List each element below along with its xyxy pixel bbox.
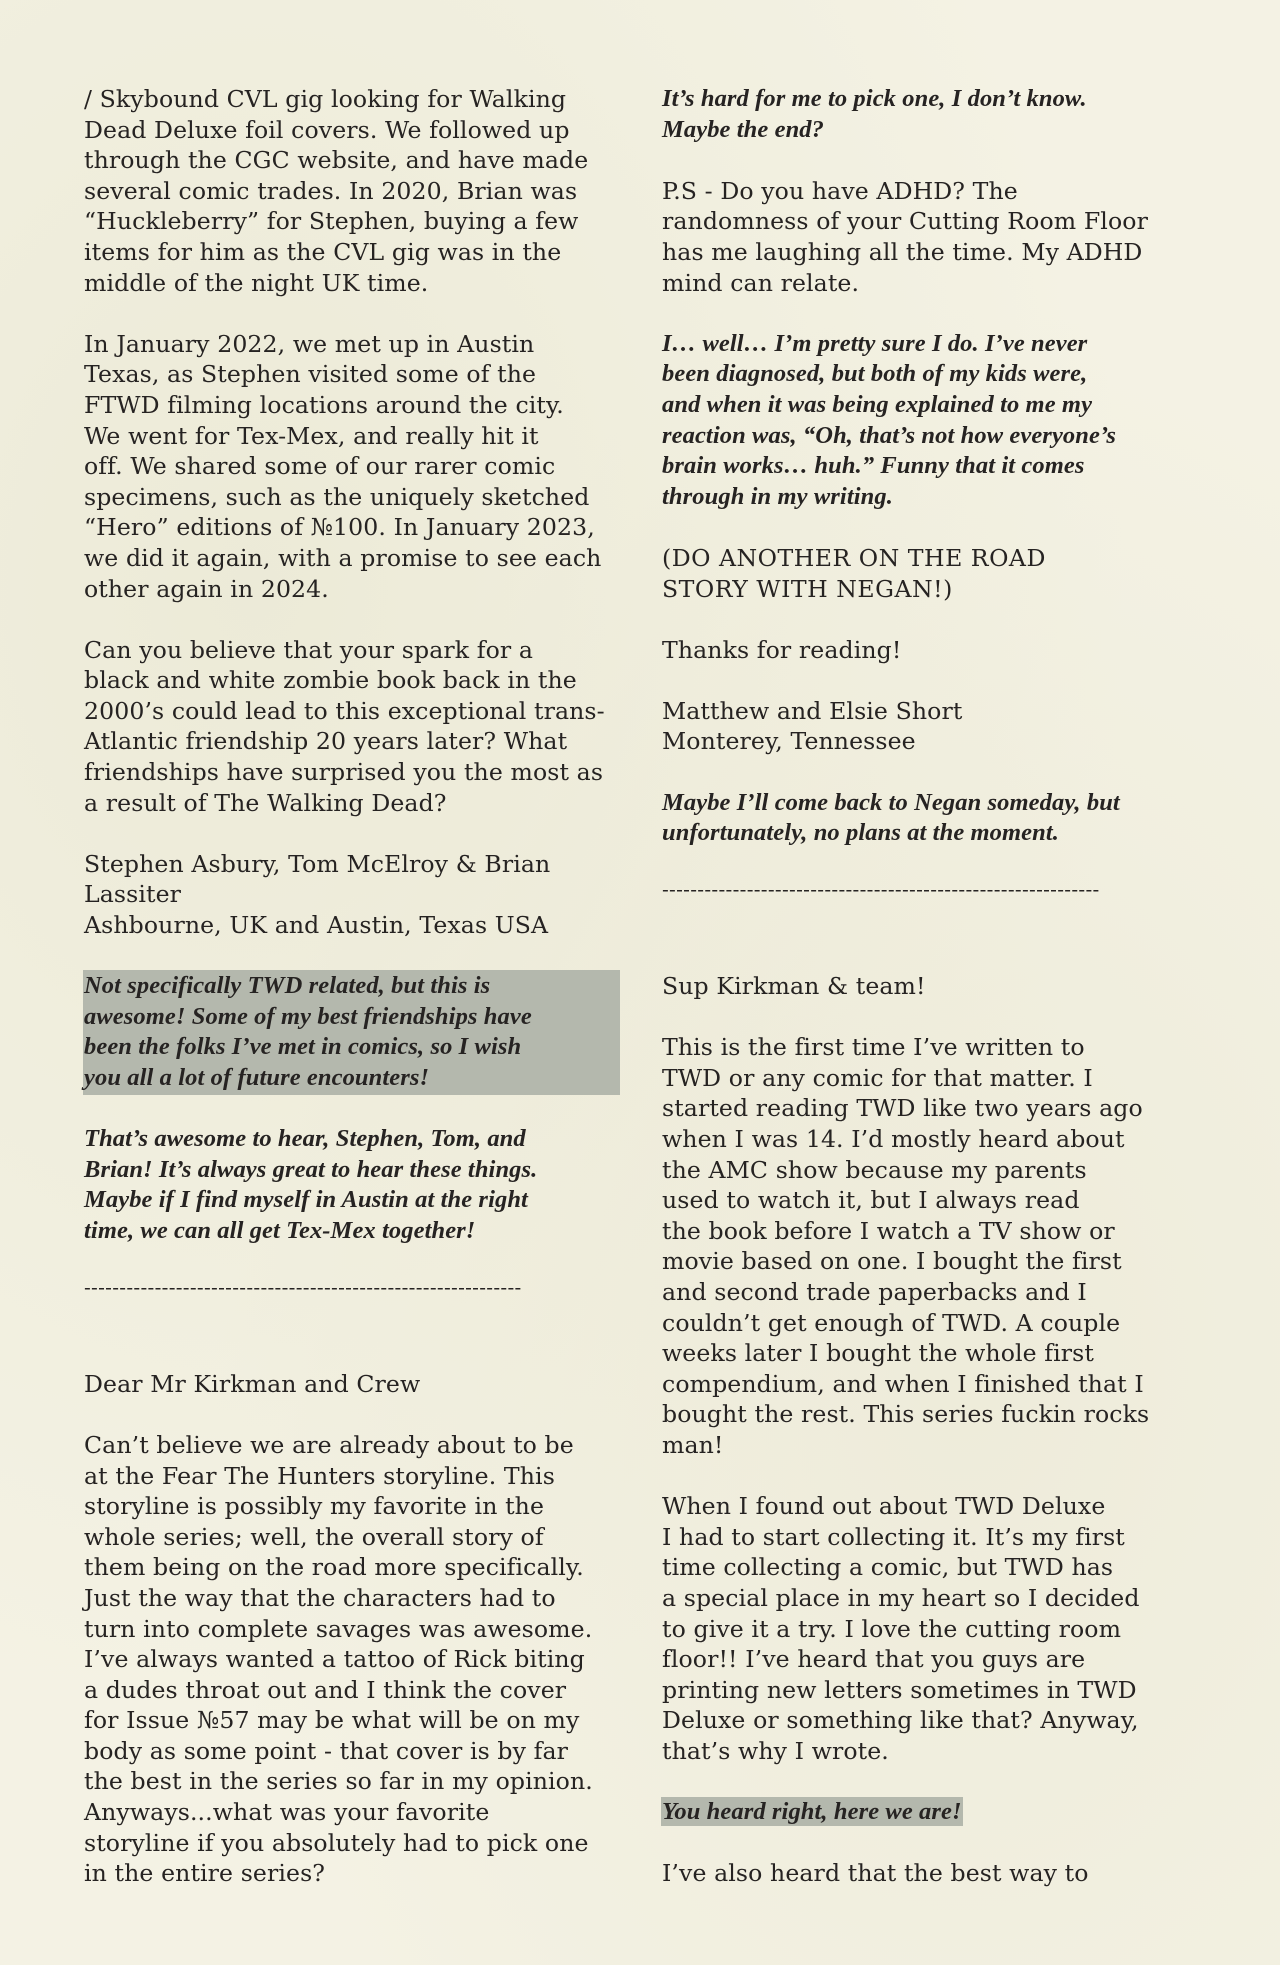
signature-location: Ashbourne, UK and Austin, Texas USA bbox=[84, 911, 549, 940]
editor-reply-highlighted bbox=[84, 971, 624, 1093]
letter-paragraph: Can’t believe we are already about to be at the Fear The Hunters storyline. This storyline is possibly my favorite in the whole series; well, the overall story of them being on the road more specifically. Just the way that the characters had to turn into complete savages was awesome. I’ve always wanted a tattoo of Rick biting a dudes throat out and I think the cover for Issue №57 may be what will be on my body as some point - that cover is by far the best in the series so far in my opinion. Anyways...what was your favorite storyline if you absolutely had to pick one in the entire series? bbox=[84, 1430, 593, 1888]
left-column bbox=[84, 84, 624, 1919]
highlight-box: You heard right, here we are! bbox=[662, 1798, 962, 1826]
letter-greeting: Sup Kirkman & team! bbox=[662, 972, 926, 1001]
letter-caps-request: (DO ANOTHER ON THE ROAD STORY WITH NEGAN!) bbox=[662, 543, 1046, 603]
section-divider: -------------------------------------------------------------- bbox=[662, 879, 1100, 902]
editor-reply: That’s awesome to hear, Stephen, Tom, and Brian! It’s always great to hear these things. Maybe if I find myself in Austin at the right time, we can all get Tex-Mex together! bbox=[84, 1125, 538, 1244]
letter-postscript: P.S - Do you have ADHD? The randomness of your Cutting Room Floor has me laughing all the time. My ADHD mind can relate. bbox=[662, 176, 1148, 297]
highlight-box: Not specifically TWD related, but this is awesome! Some of my best friendships have been the folks I’ve met in comics, so I wish you all a lot of future encounters! bbox=[84, 971, 619, 1093]
letter-paragraph: I’ve also heard that the best way to bbox=[662, 1859, 1089, 1888]
signature-names: Matthew and Elsie Short bbox=[662, 696, 963, 725]
signature-location: Monterey, Tennessee bbox=[662, 727, 916, 756]
letter-closing: Thanks for reading! bbox=[662, 635, 902, 664]
right-column bbox=[662, 84, 1202, 1919]
letter-greeting: Dear Mr Kirkman and Crew bbox=[84, 1369, 421, 1398]
editor-reply: I… well… I’m pretty sure I do. I’ve never been diagnosed, but both of my kids were, and when it was being explained to me my reaction was, “Oh, that’s not how everyone’s brain works… huh.” Funny that it comes through in my writing. bbox=[662, 329, 1117, 510]
signature-names: Stephen Asbury, Tom McElroy & Brian Lassiter bbox=[84, 849, 551, 909]
letter-paragraph: This is the first time I’ve written to TWD or any comic for that matter. I started reading TWD like two years ago when I was 14. I’d mostly heard about the AMC show because my parents used to watch it, but I always read the book before I watch a TV show or movie based on one. I bought the first and second trade paperbacks and I couldn’t get enough of TWD. A couple weeks later I bought the whole first compendium, and when I finished that I bought the rest. This series fuckin rocks man! bbox=[662, 1033, 1150, 1459]
letter-paragraph: / Skybound CVL gig looking for Walking Dead Deluxe foil covers. We followed up through the CGC website, and have made several comic trades. In 2020, Brian was “Huckleberry” for Stephen, buying a few items for him as the CVL gig was in the middle of the night UK time. bbox=[84, 85, 589, 297]
editor-reply: It’s hard for me to pick one, I don’t know. Maybe the end? bbox=[662, 85, 1087, 143]
letter-paragraph: When I found out about TWD Deluxe I had to start collecting it. It’s my first time collecting a comic, but TWD has a special place in my heart so I decided to give it a try. I love the cutting room floor!! I’ve heard that you guys are printing new letters sometimes in TWD Deluxe or something like that? Anyway, that’s why I wrote. bbox=[662, 1492, 1140, 1765]
letter-paragraph: Can you believe that your spark for a black and white zombie book back in the 2000’s could lead to this exceptional trans- Atlantic friendship 20 years later? What friendships have surprised you the most as a result of The Walking Dead? bbox=[84, 635, 605, 817]
letter-paragraph: In January 2022, we met up in Austin Texas, as Stephen visited some of the FTWD filming locations around the city. We went for Tex-Mex, and really hit it off. We shared some of our rarer comic specimens, such as the uniquely sketched “Hero” editions of №100. In January 2023, we did it again, with a promise to see each other again in 2024. bbox=[84, 329, 602, 603]
editor-reply: Maybe I’ll come back to Negan someday, but unfortunately, no plans at the moment. bbox=[662, 788, 1120, 847]
section-divider: -------------------------------------------------------------- bbox=[84, 1277, 522, 1300]
editor-reply-highlighted bbox=[662, 1797, 1202, 1828]
